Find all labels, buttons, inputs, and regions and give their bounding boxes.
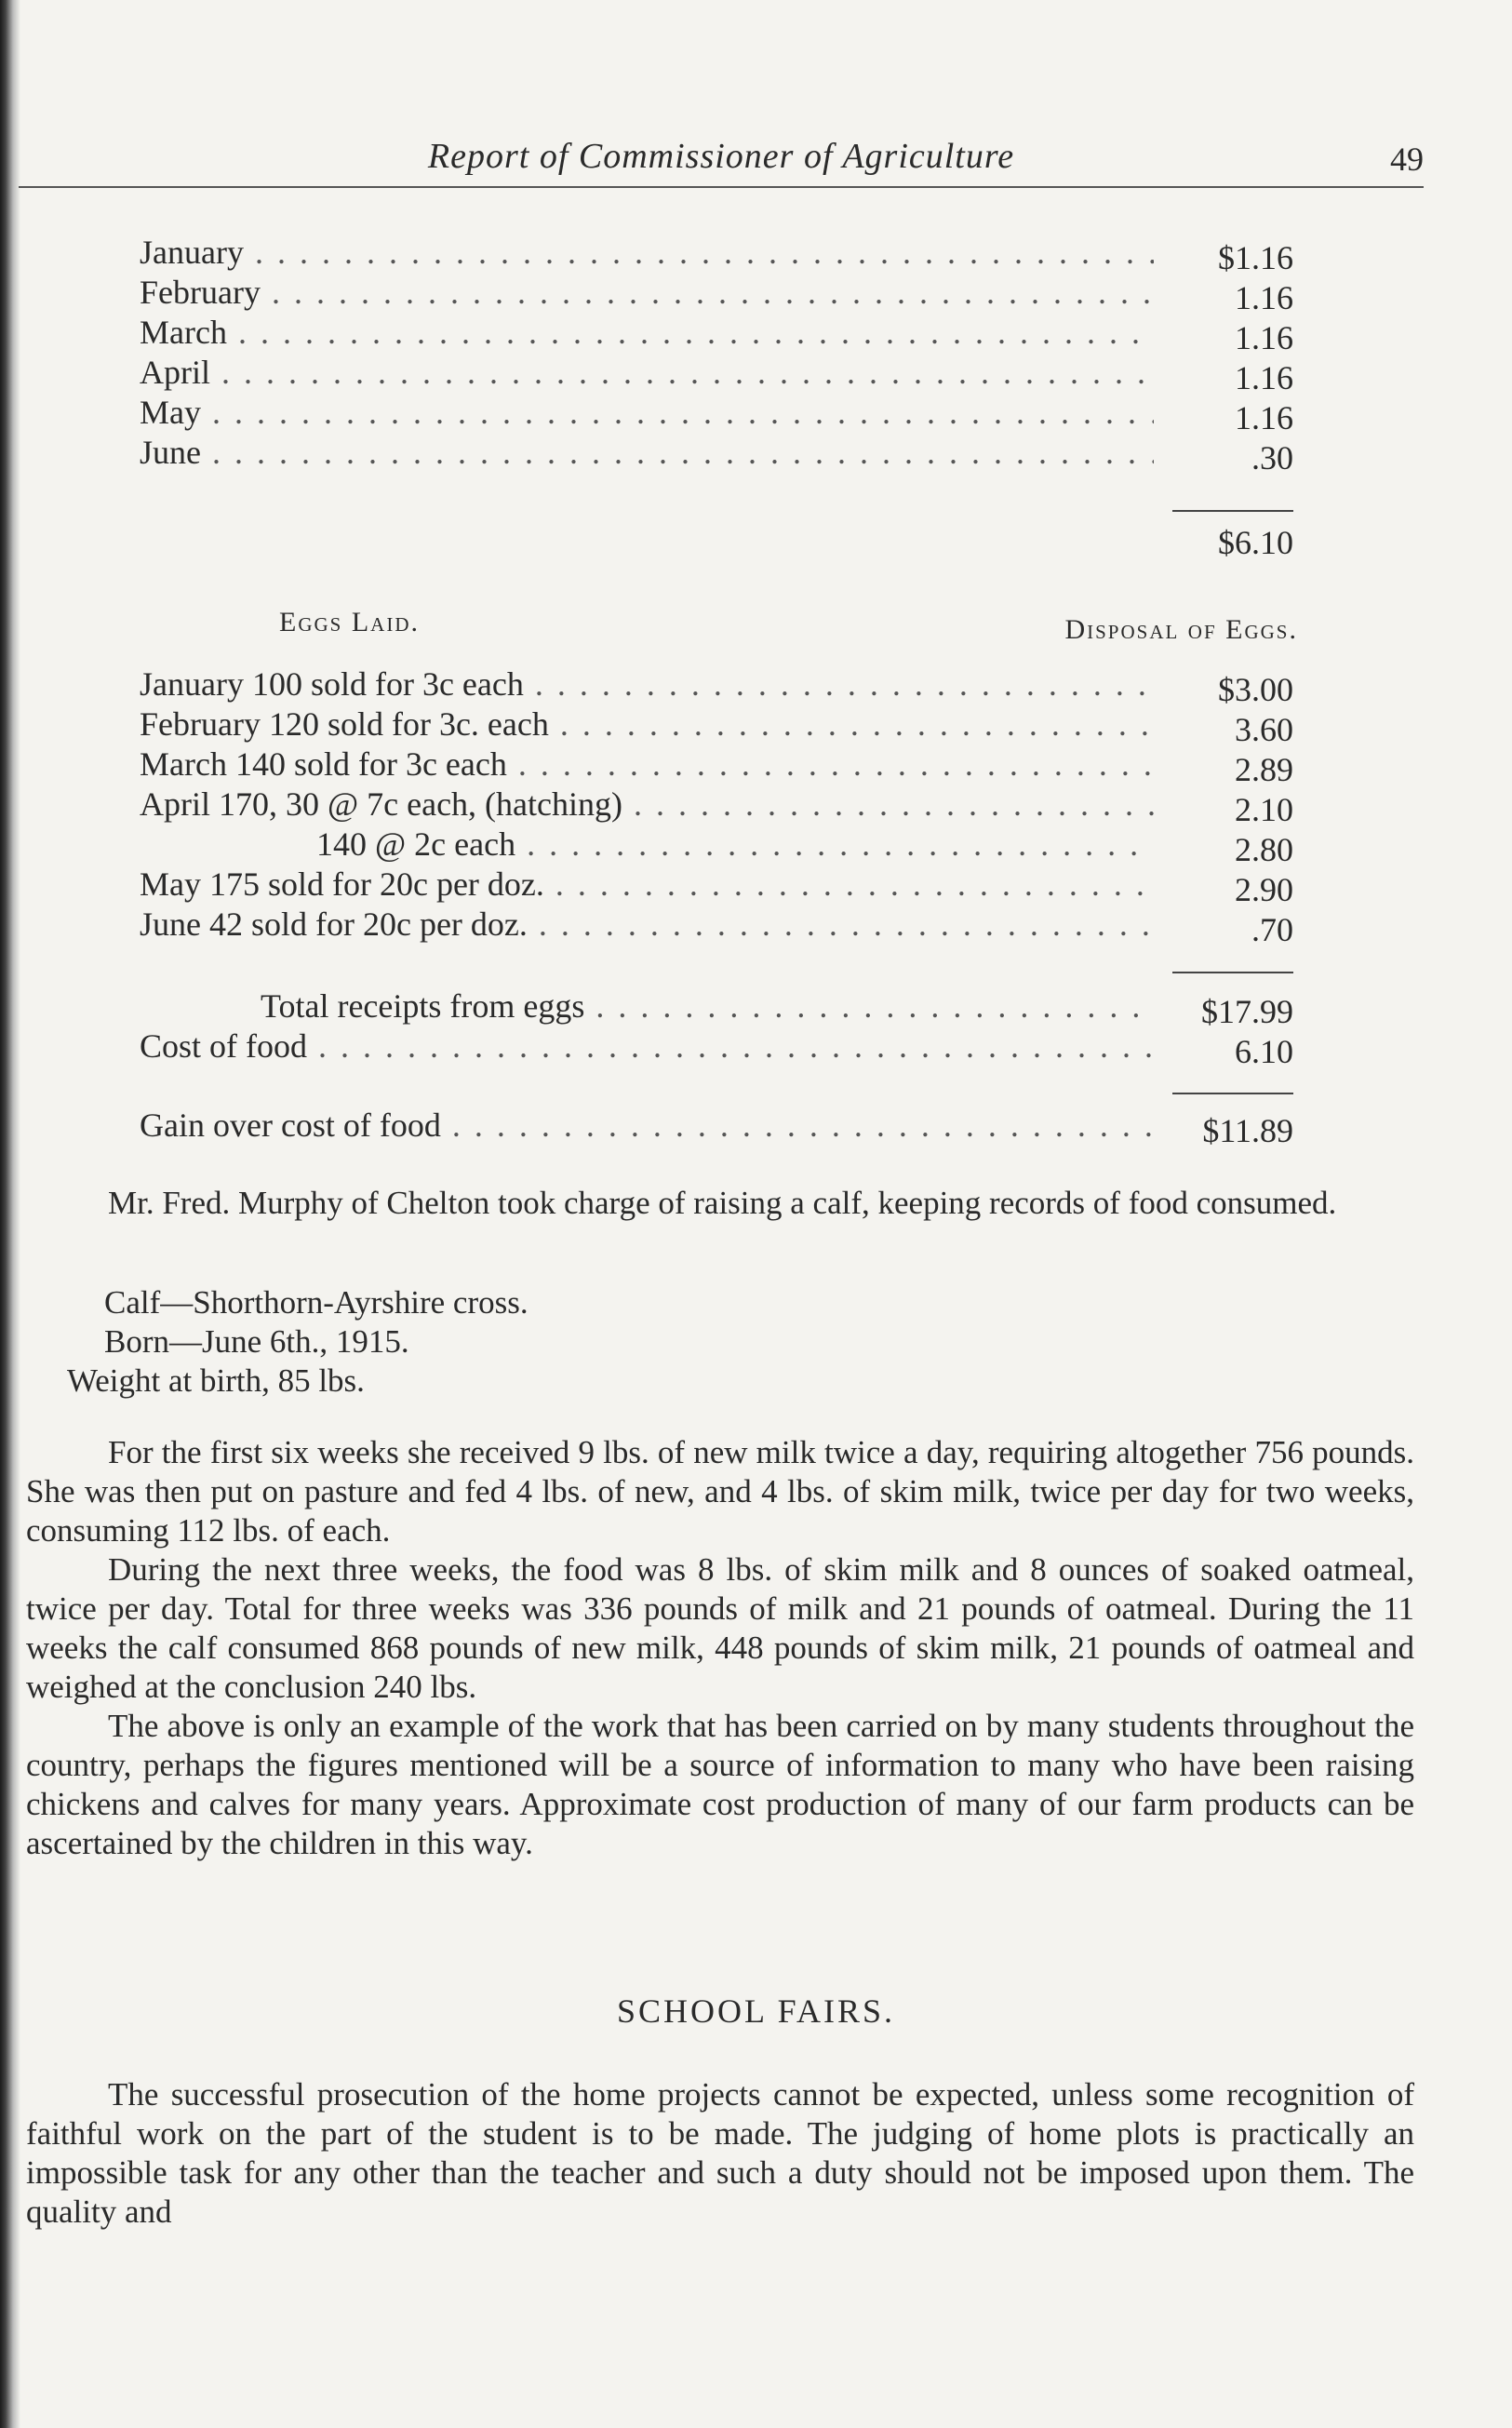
ledger-row xyxy=(140,905,1293,948)
ledger-row xyxy=(140,273,1293,316)
paragraph: The above is only an example of the work that has been carried on by many students throughout the country, perhaps the figures mentioned will be a source of information to many who have been raising chickens and calves for many years. Approximate cost production of many of our farm products can be ascertained by the children in this way. xyxy=(26,1708,1414,1861)
ledger-amount: 2.89 xyxy=(1235,751,1293,788)
ledger-amount: 1.16 xyxy=(1235,399,1293,436)
paragraph: For the first six weeks she received 9 lbs. of new milk twice a day, requiring altogether 756 pounds. She was then put on pasture and fed 4 lbs. of new, and 4 lbs. of skim milk, twice per day for two weeks, consuming 112 lbs. of each. xyxy=(26,1434,1414,1549)
ledger-amount: .30 xyxy=(1251,439,1293,476)
ledger-row xyxy=(140,664,1293,708)
ledger-amount: 3.60 xyxy=(1235,711,1293,748)
gain-row xyxy=(140,1106,1293,1149)
ledger-amount: $1.16 xyxy=(1218,239,1293,276)
sum-rule xyxy=(1172,972,1293,973)
ledger-amount: 2.80 xyxy=(1235,831,1293,868)
calf-weight: Weight at birth, 85 lbs. xyxy=(67,1362,365,1399)
ledger-row xyxy=(140,233,1293,276)
paragraph: The successful prosecution of the home projects cannot be expected, unless some recognition of faithful work on the part of the student is to be made. The judging of home plots is practically an impossible task for any other than the teacher and such a duty should not be imposed upon them. The quality and xyxy=(26,2076,1414,2230)
ledger-row xyxy=(140,353,1293,396)
ledger-label: January . . . xyxy=(140,233,1154,272)
ledger-amount: 1.16 xyxy=(1235,279,1293,316)
ledger-row xyxy=(140,744,1293,788)
ledger-label: March 140 sold for 3c each . . . xyxy=(140,744,1154,784)
binding-edge xyxy=(0,0,20,2428)
ledger-total-row xyxy=(140,517,1293,561)
ledger-amount: $3.00 xyxy=(1218,671,1293,708)
ledger-row xyxy=(140,313,1293,356)
ledger-row xyxy=(140,704,1293,748)
ledger-amount: 1.16 xyxy=(1235,359,1293,396)
school-fairs-paragraph xyxy=(26,2075,1414,2232)
egg-ledger xyxy=(140,664,1293,1149)
gain-label: Gain over cost of food . . . xyxy=(140,1106,1154,1145)
ledger-amount: 2.10 xyxy=(1235,791,1293,828)
ledger-label: January 100 sold for 3c each . . . xyxy=(140,664,1154,704)
gain-amount: $11.89 xyxy=(1202,1112,1293,1149)
cost-of-food-label: Cost of food . . . xyxy=(140,1026,1154,1066)
ledger-label: April 170, 30 @ 7c each, (hatching) . . . xyxy=(140,785,1154,824)
total-receipts-label: Total receipts from eggs . . . xyxy=(261,986,1154,1026)
sum-rule xyxy=(1172,510,1293,512)
ledger-label: June . . . xyxy=(140,433,1154,472)
ledger-label: May 175 sold for 20c per doz. . . . xyxy=(140,865,1154,904)
paragraph: During the next three weeks, the food was 8 lbs. of skim milk and 8 ounces of soaked oatmeal, twice per day. Total for three weeks was 336 pounds of milk and 21 pounds of oatmeal. During the 11 weeks the calf consumed 868 pounds of new milk, 448 pounds of skim milk, 21 pounds of oatmeal and weighed at the conclusion 240 lbs. xyxy=(26,1551,1414,1705)
page-number: 49 xyxy=(1390,141,1424,178)
ledger-label: April . . . xyxy=(140,353,1154,392)
ledger-label: May . . . xyxy=(140,393,1154,432)
ledger-row xyxy=(140,393,1293,436)
calf-details-paragraphs xyxy=(26,1433,1414,1863)
running-title: Report of Commissioner of Agriculture xyxy=(427,137,1015,176)
page-header xyxy=(19,132,1424,188)
ledger-row xyxy=(140,433,1293,476)
monthly-cost-ledger xyxy=(140,233,1293,561)
monthly-total: $6.10 xyxy=(1218,524,1293,561)
cost-of-food-amount: 6.10 xyxy=(1235,1033,1293,1070)
eggs-laid-heading: Eggs Laid. xyxy=(279,607,420,637)
calf-born: Born—June 6th., 1915. xyxy=(104,1323,409,1360)
ledger-row xyxy=(140,825,1293,868)
ledger-label: June 42 sold for 20c per doz. . . . xyxy=(140,905,1154,944)
total-receipts-row xyxy=(140,986,1293,1030)
ledger-label: February 120 sold for 3c. each . . . xyxy=(140,704,1154,744)
calf-intro-text: Mr. Fred. Murphy of Chelton took charge of raising a calf, keeping records of food consumed. xyxy=(108,1185,1337,1221)
disposal-of-eggs-heading: Disposal of Eggs. xyxy=(1064,614,1298,645)
ledger-row xyxy=(140,865,1293,908)
section-title: SCHOOL FAIRS. xyxy=(616,1992,896,2030)
calf-intro-paragraph xyxy=(26,1184,1414,1223)
ledger-label: 140 @ 2c each . . . xyxy=(316,825,1154,864)
ledger-amount: 2.90 xyxy=(1235,871,1293,908)
calf-breed: Calf—Shorthorn-Ayrshire cross. xyxy=(104,1284,529,1321)
total-receipts-amount: $17.99 xyxy=(1201,993,1293,1030)
cost-of-food-row xyxy=(140,1026,1293,1070)
ledger-label: March . . . xyxy=(140,313,1154,352)
ledger-amount: 1.16 xyxy=(1235,319,1293,356)
ledger-amount: .70 xyxy=(1251,911,1293,948)
ledger-label: February . . . xyxy=(140,273,1154,312)
sum-rule xyxy=(1172,1093,1293,1094)
ledger-row xyxy=(140,785,1293,828)
